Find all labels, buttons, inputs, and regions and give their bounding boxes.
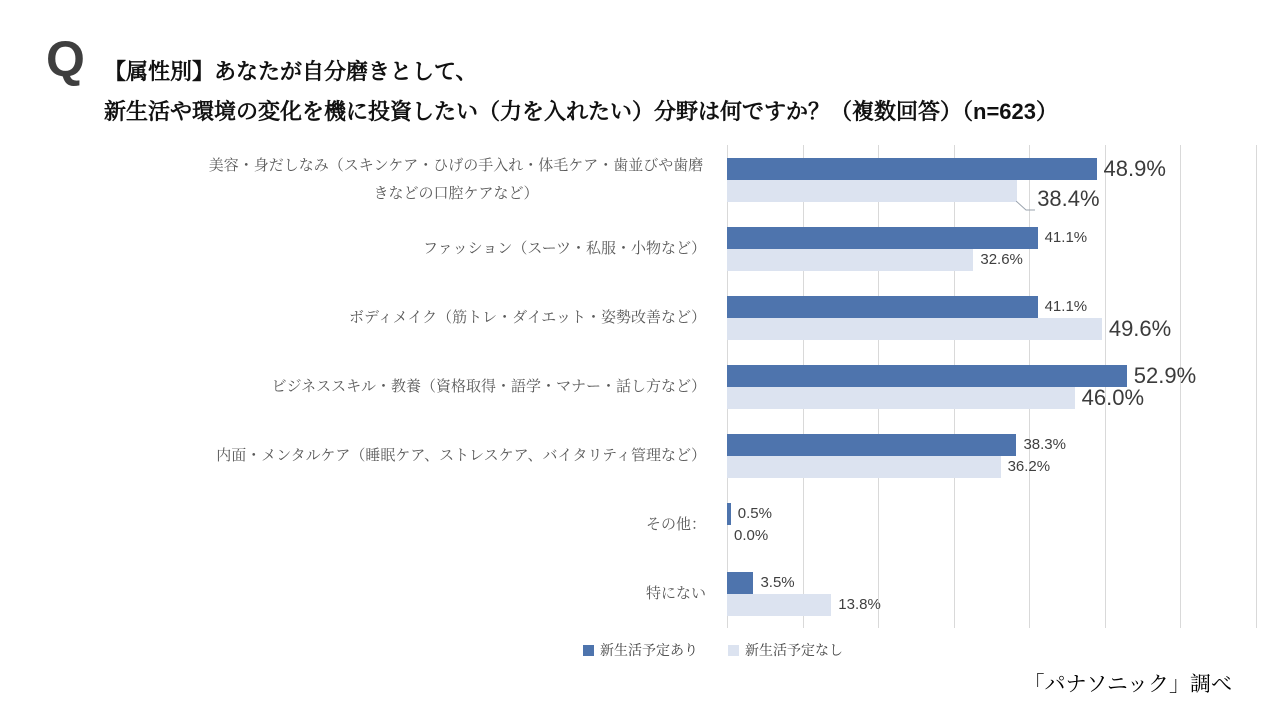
chart-row bbox=[170, 214, 1256, 283]
question-mark: Q bbox=[46, 31, 85, 87]
source-credit: 「パナソニック」調べ bbox=[1023, 673, 1232, 696]
bar-series-1 bbox=[727, 503, 731, 525]
legend-label: 新生活予定なし bbox=[745, 642, 843, 658]
value-label: 52.9% bbox=[1133, 362, 1197, 388]
gridline bbox=[1256, 145, 1257, 628]
value-label: 38.4% bbox=[1037, 185, 1100, 211]
category-label: その他： bbox=[645, 515, 706, 533]
chart-row bbox=[170, 145, 1256, 214]
bar-series-1 bbox=[727, 296, 1038, 318]
legend-item bbox=[728, 640, 843, 660]
value-label: 41.1% bbox=[1044, 298, 1088, 315]
category-label: ビジネススキル・教養（資格取得・語学・マナー・話し方など） bbox=[271, 377, 706, 395]
legend-swatch bbox=[728, 645, 739, 656]
value-label: 3.5% bbox=[760, 574, 795, 591]
value-label: 46.0% bbox=[1081, 384, 1145, 410]
bar-series-2 bbox=[727, 249, 973, 271]
chart-title-line-2: 新生活や環境の変化を機に投資したい（力を入れたい）分野は何ですか？（複数回答）（n=623） bbox=[104, 99, 1058, 124]
bar-series-1 bbox=[727, 365, 1127, 387]
bar-series-2 bbox=[727, 180, 1017, 202]
chart-area bbox=[170, 145, 1256, 628]
chart-row bbox=[170, 352, 1256, 421]
bar-series-1 bbox=[727, 572, 753, 594]
value-label: 48.9% bbox=[1103, 155, 1166, 181]
bar-series-2 bbox=[727, 318, 1102, 340]
value-label: 38.3% bbox=[1023, 436, 1066, 453]
legend-label: 新生活予定あり bbox=[600, 642, 698, 658]
value-label: 36.2% bbox=[1007, 458, 1051, 475]
chart-row bbox=[170, 283, 1256, 352]
value-label: 41.1% bbox=[1044, 229, 1088, 246]
category-label: 美容・身だしなみ（スキンケア・ひげの手入れ・体毛ケア・歯並びや歯磨きなどの口腔ケアなど） bbox=[208, 156, 704, 202]
chart-row bbox=[170, 490, 1256, 559]
legend-item bbox=[583, 640, 698, 660]
value-label: 32.6% bbox=[980, 251, 1023, 268]
category-label: 内面・メンタルケア（睡眠ケア、ストレスケア、バイタリティ管理など） bbox=[216, 446, 706, 464]
bar-series-1 bbox=[727, 158, 1097, 180]
bar-series-2 bbox=[727, 387, 1075, 409]
category-label: ボディメイク（筋トレ・ダイエット・姿勢改善など） bbox=[348, 308, 706, 326]
value-label: 13.8% bbox=[838, 596, 881, 613]
category-label: ファッション（スーツ・私服・小物など） bbox=[422, 239, 706, 257]
bar-series-1 bbox=[727, 434, 1016, 456]
chart-title-line-1: 【属性別】あなたが自分磨きとして、 bbox=[104, 59, 478, 84]
category-label: 特にない bbox=[645, 584, 706, 602]
bar-series-2 bbox=[727, 594, 831, 616]
chart-row bbox=[170, 421, 1256, 490]
value-label: 0.5% bbox=[737, 505, 772, 522]
legend bbox=[170, 640, 1256, 660]
value-label: 0.0% bbox=[734, 527, 769, 544]
bar-series-1 bbox=[727, 227, 1038, 249]
chart-row bbox=[170, 559, 1256, 628]
value-label: 49.6% bbox=[1108, 315, 1172, 341]
leader-line bbox=[1016, 201, 1038, 213]
bar-series-2 bbox=[727, 456, 1001, 478]
legend-swatch bbox=[583, 645, 594, 656]
